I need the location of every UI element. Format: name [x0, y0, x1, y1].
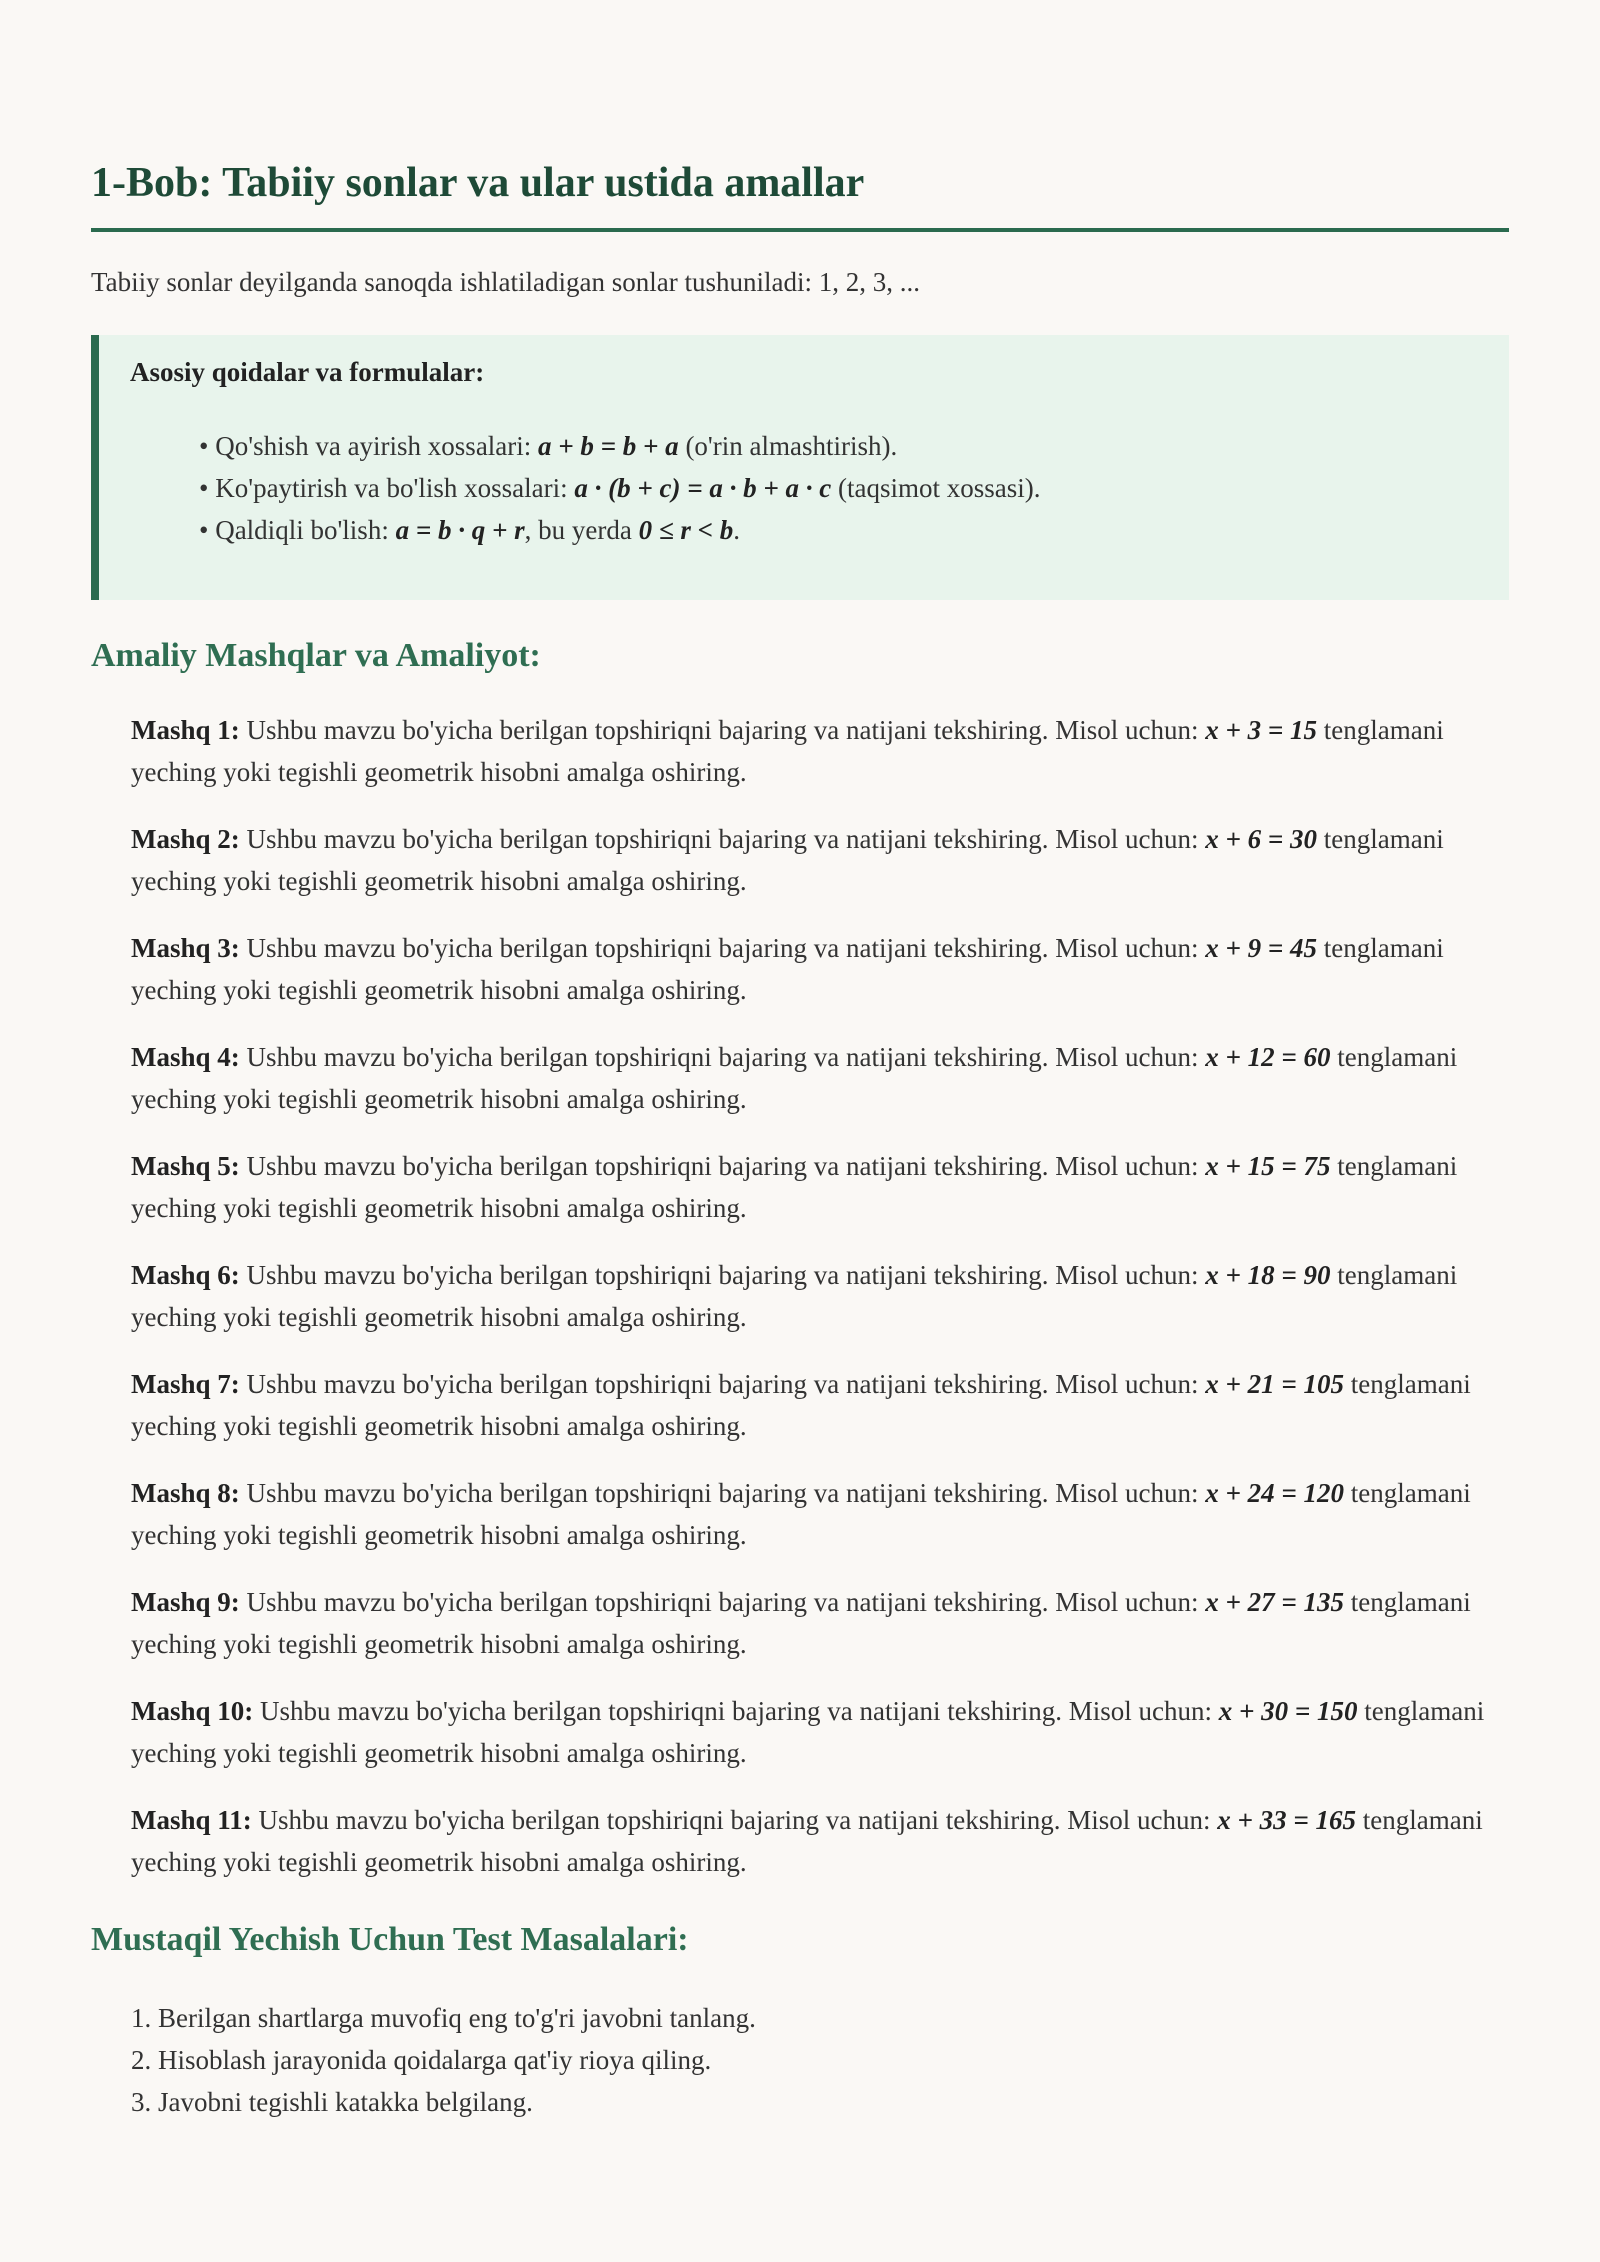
exercise-text: Ushbu mavzu bo'yicha berilgan topshiriqni bajaring va natijani tekshiring. Misol uchun:	[246, 933, 1199, 963]
title-divider	[91, 228, 1509, 232]
exercise-text: Ushbu mavzu bo'yicha berilgan topshiriqni bajaring va natijani tekshiring. Misol uchun:	[246, 1369, 1199, 1399]
exercise-item	[131, 1036, 1509, 1120]
exercise-equation: x + 33 = 165	[1217, 1805, 1356, 1835]
rule-note: (taqsimot xossasi).	[831, 473, 1041, 503]
rule-formula: a = b · q + r	[395, 515, 525, 545]
bullet: •	[199, 473, 216, 503]
exercise-suffix: tenglamani yeching yoki tegishli geometrik hisobni amalga oshiring.	[131, 1369, 1471, 1441]
rule-text-middle: , bu yerda	[524, 515, 639, 545]
exercise-item	[131, 1799, 1509, 1883]
exercises-heading: Amaliy Mashqlar va Amaliyot:	[91, 637, 541, 674]
rule-item-distributive	[199, 467, 1041, 509]
exercise-equation: x + 27 = 135	[1205, 1587, 1344, 1617]
test-item: 2. Hisoblash jarayonida qoidalarga qat'iy rioya qiling.	[131, 2045, 712, 2075]
exercise-suffix: tenglamani yeching yoki tegishli geometrik hisobni amalga oshiring.	[131, 715, 1444, 787]
exercise-item	[131, 1690, 1509, 1774]
exercise-label: Mashq 11:	[131, 1805, 252, 1835]
exercise-suffix: tenglamani yeching yoki tegishli geometrik hisobni amalga oshiring.	[131, 1042, 1458, 1114]
exercise-text: Ushbu mavzu bo'yicha berilgan topshiriqni bajaring va natijani tekshiring. Misol uchun:	[260, 1696, 1212, 1726]
intro-paragraph: Tabiiy sonlar deyilganda sanoqda ishlatiladigan sonlar tushuniladi: 1, 2, 3, ...	[91, 267, 920, 297]
exercise-suffix: tenglamani yeching yoki tegishli geometrik hisobni amalga oshiring.	[131, 1260, 1458, 1332]
rule-text: Qo'shish va ayirish xossalari:	[215, 431, 539, 461]
exercise-label: Mashq 5:	[131, 1151, 240, 1181]
rules-list	[199, 425, 1041, 551]
exercise-item	[131, 1363, 1509, 1447]
rule-formula-condition: 0 ≤ r < b	[638, 515, 734, 545]
bullet: •	[199, 515, 216, 545]
rule-note: .	[733, 515, 741, 545]
exercise-equation: x + 24 = 120	[1205, 1478, 1344, 1508]
exercise-label: Mashq 1:	[131, 715, 240, 745]
rule-item-commutative	[199, 425, 1041, 467]
rule-text: Qaldiqli bo'lish:	[215, 515, 396, 545]
exercise-item	[131, 1581, 1509, 1665]
exercise-label: Mashq 6:	[131, 1260, 240, 1290]
rules-box-title: Asosiy qoidalar va formulalar:	[130, 357, 485, 387]
exercise-item	[131, 1254, 1509, 1338]
exercise-label: Mashq 9:	[131, 1587, 240, 1617]
exercise-label: Mashq 8:	[131, 1478, 240, 1508]
test-item: 3. Javobni tegishli katakka belgilang.	[131, 2087, 533, 2117]
rule-item-division	[199, 509, 1041, 551]
rule-formula: a + b = b + a	[538, 431, 679, 461]
exercise-equation: x + 9 = 45	[1205, 933, 1317, 963]
exercise-suffix: tenglamani yeching yoki tegishli geometrik hisobni amalga oshiring.	[131, 1478, 1471, 1550]
exercise-label: Mashq 4:	[131, 1042, 240, 1072]
exercise-suffix: tenglamani yeching yoki tegishli geometrik hisobni amalga oshiring.	[131, 933, 1444, 1005]
exercise-label: Mashq 10:	[131, 1696, 254, 1726]
rule-formula: a · (b + c) = a · b + a · c	[574, 473, 832, 503]
exercise-item	[131, 927, 1509, 1011]
exercise-text: Ushbu mavzu bo'yicha berilgan topshiriqni bajaring va natijani tekshiring. Misol uchun:	[258, 1805, 1211, 1835]
exercise-label: Mashq 3:	[131, 933, 240, 963]
exercise-label: Mashq 2:	[131, 824, 240, 854]
exercise-text: Ushbu mavzu bo'yicha berilgan topshiriqni bajaring va natijani tekshiring. Misol uchun:	[246, 824, 1199, 854]
exercise-equation: x + 12 = 60	[1205, 1042, 1331, 1072]
exercise-text: Ushbu mavzu bo'yicha berilgan topshiriqni bajaring va natijani tekshiring. Misol uchun:	[246, 1587, 1199, 1617]
exercise-equation: x + 18 = 90	[1205, 1260, 1331, 1290]
tests-heading: Mustaqil Yechish Uchun Test Masalalari:	[91, 1921, 689, 1958]
exercise-suffix: tenglamani yeching yoki tegishli geometrik hisobni amalga oshiring.	[131, 1151, 1458, 1223]
exercise-suffix: tenglamani yeching yoki tegishli geometrik hisobni amalga oshiring.	[131, 1587, 1471, 1659]
exercise-suffix: tenglamani yeching yoki tegishli geometrik hisobni amalga oshiring.	[131, 1696, 1485, 1768]
exercise-label: Mashq 7:	[131, 1369, 240, 1399]
rules-box	[91, 335, 1509, 600]
exercise-text: Ushbu mavzu bo'yicha berilgan topshiriqni bajaring va natijani tekshiring. Misol uchun:	[246, 1042, 1199, 1072]
exercise-item	[131, 1145, 1509, 1229]
test-list	[131, 1997, 756, 2123]
exercise-item	[131, 709, 1509, 793]
exercise-text: Ushbu mavzu bo'yicha berilgan topshiriqni bajaring va natijani tekshiring. Misol uchun:	[246, 715, 1199, 745]
exercise-text: Ushbu mavzu bo'yicha berilgan topshiriqni bajaring va natijani tekshiring. Misol uchun:	[246, 1260, 1199, 1290]
rule-text: Ko'paytirish va bo'lish xossalari:	[215, 473, 575, 503]
exercise-suffix: tenglamani yeching yoki tegishli geometrik hisobni amalga oshiring.	[131, 824, 1444, 896]
exercise-equation: x + 6 = 30	[1205, 824, 1317, 854]
exercise-text: Ushbu mavzu bo'yicha berilgan topshiriqni bajaring va natijani tekshiring. Misol uchun:	[246, 1151, 1199, 1181]
exercise-suffix: tenglamani yeching yoki tegishli geometrik hisobni amalga oshiring.	[131, 1805, 1483, 1877]
exercise-item	[131, 1472, 1509, 1556]
exercise-equation: x + 21 = 105	[1205, 1369, 1344, 1399]
exercise-equation: x + 30 = 150	[1218, 1696, 1358, 1726]
bullet: •	[199, 431, 216, 461]
exercise-equation: x + 3 = 15	[1205, 715, 1317, 745]
exercise-list	[131, 709, 1509, 1908]
exercise-item	[131, 818, 1509, 902]
test-item: 1. Berilgan shartlarga muvofiq eng to'g'ri javobni tanlang.	[131, 2003, 756, 2033]
exercise-text: Ushbu mavzu bo'yicha berilgan topshiriqni bajaring va natijani tekshiring. Misol uchun:	[246, 1478, 1199, 1508]
exercise-equation: x + 15 = 75	[1205, 1151, 1331, 1181]
page-title: 1-Bob: Tabiiy sonlar va ular ustida amallar	[91, 160, 865, 206]
rule-note: (o'rin almashtirish).	[678, 431, 898, 461]
